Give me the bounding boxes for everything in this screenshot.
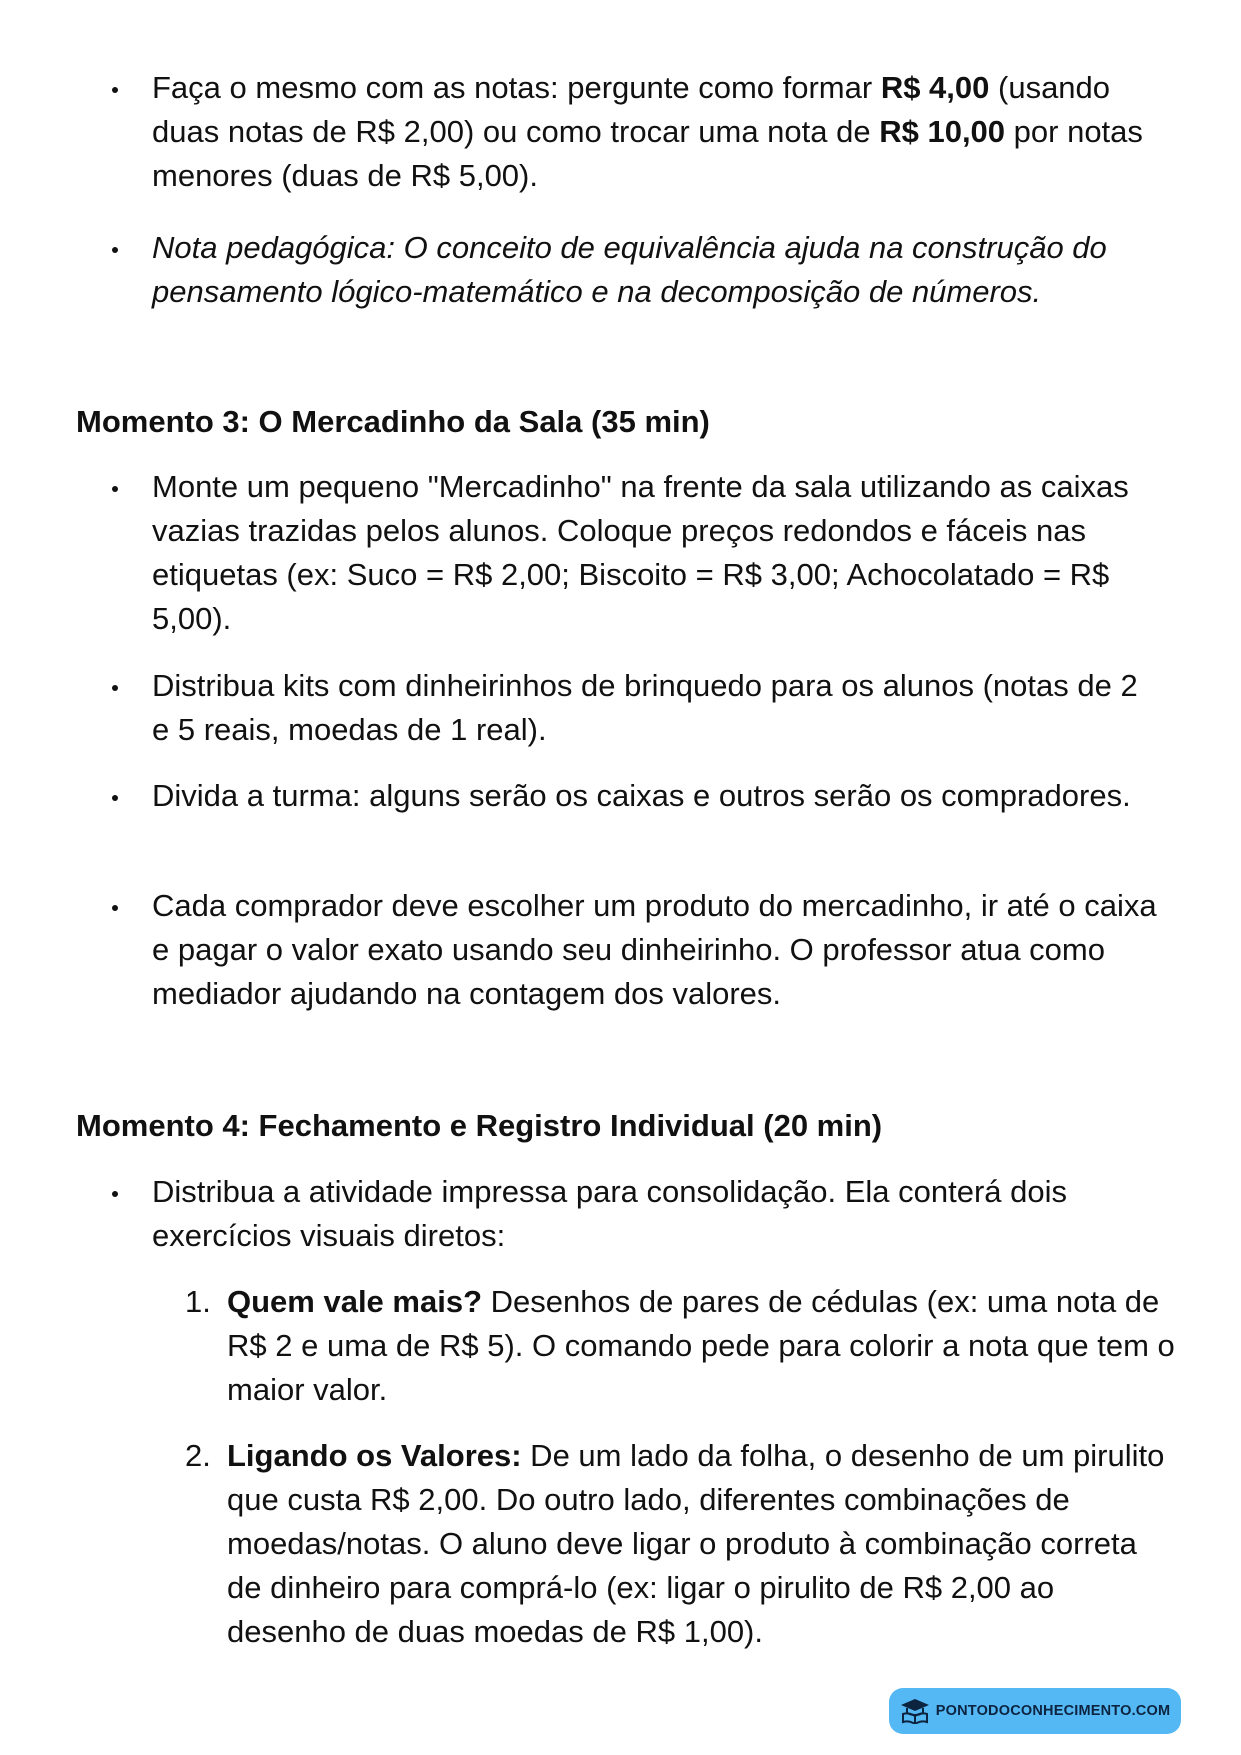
logo-text: PONTODOCONHECIMENTO.COM — [935, 1703, 1171, 1719]
bullet-item: Cada comprador deve escolher um produto do mercadinho, ir até o caixa e pagar o valor exato usando seu dinheirinho. O professor atua como mediador ajudando na contagem dos valores. — [152, 884, 1162, 1016]
bullet-item: Distribua a atividade impressa para consolidação. Ela conterá dois exercícios visuais diretos: — [152, 1170, 1162, 1258]
numbered-item: 1. Quem vale mais? Desenhos de pares de cédulas (ex: uma nota de R$ 2 e uma de R$ 5). O comando pede para colorir a nota que tem o maior valor. — [185, 1284, 1175, 1407]
bullet-item: Divida a turma: alguns serão os caixas e outros serão os compradores. — [152, 774, 1162, 818]
bullet-item: Faça o mesmo com as notas: pergunte como formar R$ 4,00 (usando duas notas de R$ 2,00) ou como trocar uma nota de R$ 10,00 por notas menores (duas de R$ 5,00). — [152, 66, 1162, 198]
bullet-item: Monte um pequeno "Mercadinho" na frente da sala utilizando as caixas vazias trazidas pelos alunos. Coloque preços redondos e fáceis nas etiquetas (ex: Suco = R$ 2,00; Biscoito = R$ 3,00; Achocolatado = R$ 5,00). — [152, 465, 1162, 641]
section-heading-momento-4: Momento 4: Fechamento e Registro Individual (20 min) — [76, 1108, 883, 1143]
pedagogical-note: Nota pedagógica: O conceito de equivalência ajuda na construção do pensamento lógico-matemático e na decomposição de números. — [152, 226, 1162, 314]
graduation-book-icon — [900, 1698, 930, 1724]
bullet-item: Distribua kits com dinheirinhos de brinquedo para os alunos (notas de 2 e 5 reais, moedas de 1 real). — [152, 664, 1162, 752]
site-logo-badge[interactable] — [889, 1688, 1181, 1734]
numbered-item: 2. Ligando os Valores: De um lado da folha, o desenho de um pirulito que custa R$ 2,00. Do outro lado, diferentes combinações de moedas/notas. O aluno deve ligar o produto à combinação correta de dinheiro para comprá-lo (ex: ligar o pirulito de R$ 2,00 ao desenho de duas moedas de R$ 1,00). — [185, 1438, 1165, 1649]
section-heading-momento-3: Momento 3: O Mercadinho da Sala (35 min) — [76, 404, 710, 439]
